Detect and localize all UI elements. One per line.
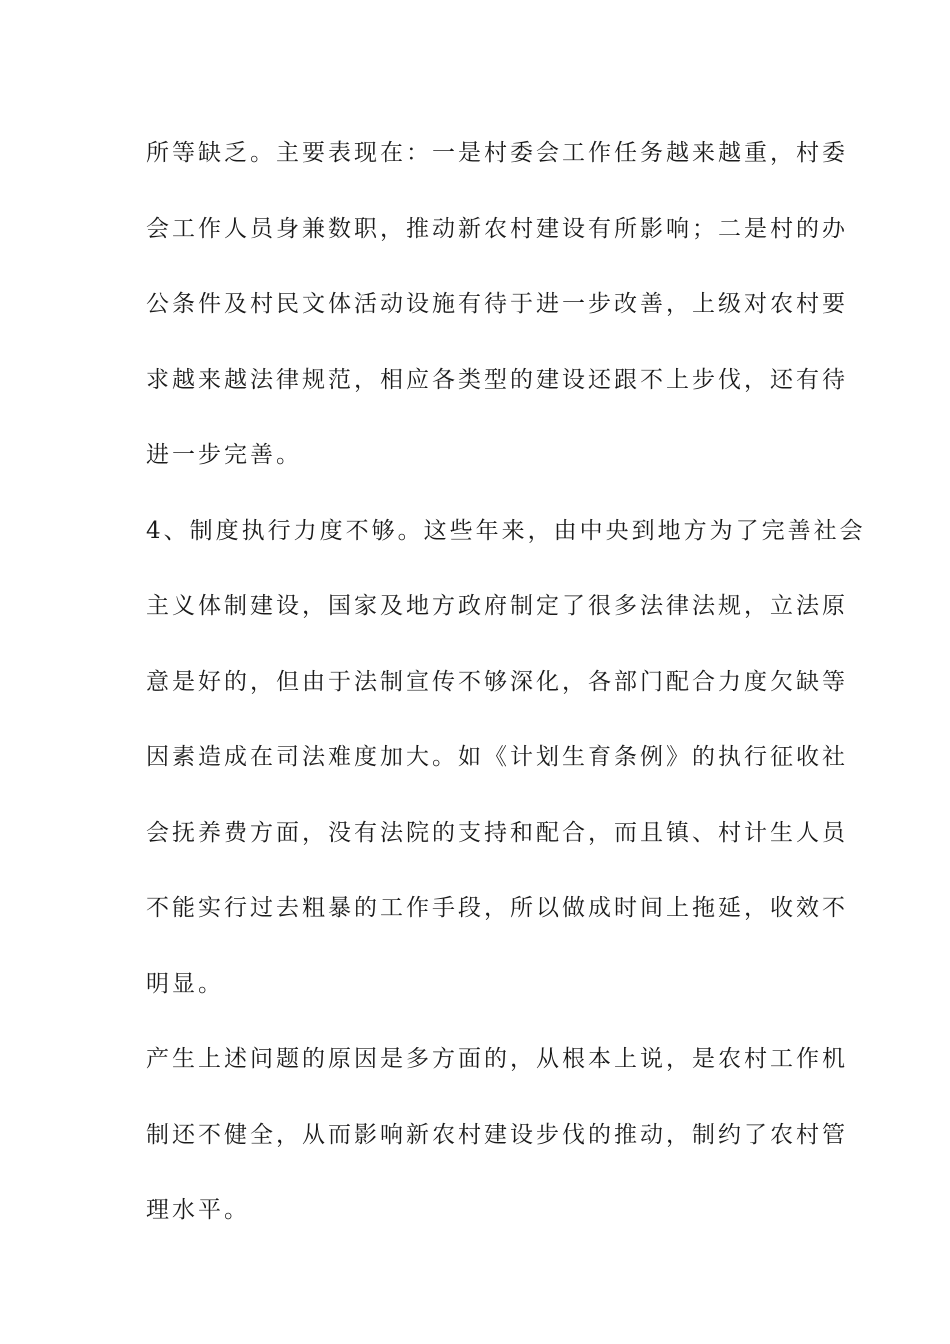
- text-line: 会抚养费方面，没有法院的支持和配合，而且镇、村计生人员: [146, 819, 848, 846]
- text-line: 4、制度执行力度不够。这些年来，由中央到地方为了完善社会: [146, 517, 866, 544]
- text-line: 产生上述问题的原因是多方面的，从根本上说，是农村工作机: [146, 1046, 848, 1072]
- text-line: 主义体制建设，国家及地方政府制定了很多法律法规，立法原: [146, 593, 848, 619]
- text-line: 进一步完善。: [146, 442, 302, 468]
- text-line: 求越来越法律规范，相应各类型的建设还跟不上步伐，还有待: [146, 366, 848, 393]
- text-line: 明显。: [146, 970, 224, 997]
- text-line: 理水平。: [146, 1197, 250, 1223]
- text-line: 所等缺乏。主要表现在：一是村委会工作任务越来越重，村委: [146, 140, 848, 166]
- document-body: [146, 130, 866, 1263]
- text-line: 意是好的，但由于法制宣传不够深化，各部门配合力度欠缺等: [146, 668, 848, 695]
- text-line: 公条件及村民文体活动设施有待于进一步改善，上级对农村要: [146, 291, 848, 317]
- text-line: 因素造成在司法难度加大。如《计划生育条例》的执行征收社: [146, 744, 848, 770]
- text-line: 制还不健全，从而影响新农村建设步伐的推动，制约了农村管: [146, 1121, 848, 1148]
- text-line: 不能实行过去粗暴的工作手段，所以做成时间上拖延，收效不: [146, 895, 848, 921]
- text-line: 会工作人员身兼数职，推动新农村建设有所影响；二是村的办: [146, 215, 848, 242]
